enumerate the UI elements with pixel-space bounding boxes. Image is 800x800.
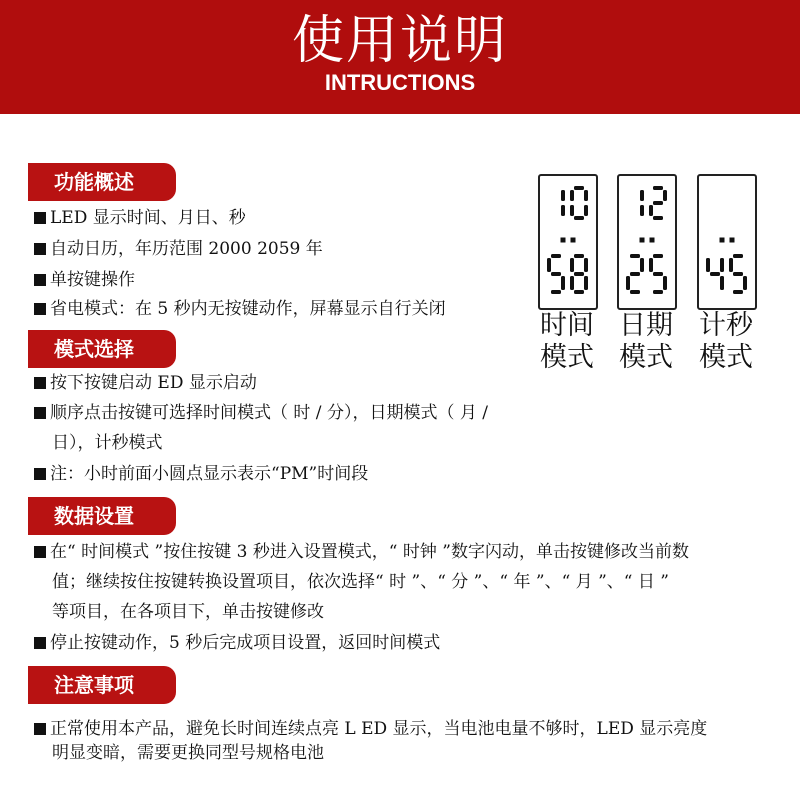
led-segment bbox=[584, 190, 588, 201]
page-title: 使用说明 bbox=[291, 11, 508, 71]
led-segment bbox=[640, 205, 644, 216]
led-segment bbox=[640, 258, 644, 272]
led-segment bbox=[710, 272, 720, 276]
led-segment bbox=[733, 290, 743, 294]
bullet-square-icon bbox=[34, 377, 46, 389]
list-item: 停止按键动作，5 秒后完成项目设置，返回时间模式 bbox=[34, 631, 440, 655]
bullet-square-icon bbox=[34, 407, 46, 419]
led-segment bbox=[561, 205, 565, 216]
bullet-square-icon bbox=[34, 468, 46, 480]
led-segment bbox=[663, 190, 667, 201]
led-segment bbox=[733, 254, 743, 258]
list-item: 省电模式：在 5 秒内无按键动作，屏幕显示自行关闭 bbox=[34, 297, 446, 321]
led-segment bbox=[720, 276, 724, 290]
led-segment bbox=[574, 216, 584, 220]
section-title-mode-select: 模式选择 bbox=[28, 330, 176, 368]
led-segment bbox=[574, 272, 584, 276]
led-segment bbox=[649, 258, 653, 272]
led-segment bbox=[649, 205, 653, 216]
led-segment bbox=[720, 258, 724, 272]
bullet-square-icon bbox=[34, 637, 46, 649]
section-title-data-setting: 数据设置 bbox=[28, 497, 176, 535]
led-segment bbox=[653, 290, 663, 294]
list-item-continuation: 明显变暗，需要更换同型号规格电池 bbox=[52, 743, 324, 763]
list-item: 正常使用本产品，避免长时间连续点亮 L ED 显示，当电池电量不够时，LED 显示亮度 bbox=[34, 717, 707, 741]
led-colon-dot bbox=[730, 238, 735, 243]
led-colon-dot bbox=[650, 238, 655, 243]
led-segment bbox=[663, 276, 667, 290]
bullet-square-icon bbox=[34, 274, 46, 286]
led-segment bbox=[743, 276, 747, 290]
list-item: 注：小时前面小圆点显示表示“PM”时间段 bbox=[34, 462, 368, 486]
led-segment bbox=[570, 258, 574, 272]
bullet-square-icon bbox=[34, 243, 46, 255]
led-segment bbox=[551, 254, 561, 258]
led-digits-date bbox=[619, 176, 675, 308]
list-item: 在“ 时间模式 ”按住按键 3 秒进入设置模式，“ 时钟 ”数字闪动，单击按键修改当前数 bbox=[34, 540, 689, 564]
led-segment bbox=[653, 272, 663, 276]
list-item-continuation: 值；继续按住按键转换设置项目，依次选择“ 时 ”、“ 分 ”、“ 年 ”、“ 月 ”、“ 日 ” bbox=[52, 572, 669, 592]
led-segment bbox=[653, 254, 663, 258]
led-segment bbox=[584, 258, 588, 272]
led-segment bbox=[630, 272, 640, 276]
header-banner bbox=[0, 0, 800, 114]
led-segment bbox=[729, 258, 733, 272]
led-segment bbox=[626, 276, 630, 290]
led-watch-seconds-mode bbox=[697, 174, 757, 310]
led-segment bbox=[570, 190, 574, 201]
led-segment bbox=[561, 190, 565, 201]
list-item-continuation: 日），计秒模式 bbox=[52, 433, 163, 453]
led-colon-dot bbox=[720, 238, 725, 243]
led-segment bbox=[551, 290, 561, 294]
led-segment bbox=[733, 272, 743, 276]
led-segment bbox=[551, 272, 561, 276]
led-segment bbox=[570, 276, 574, 290]
led-segment bbox=[653, 201, 663, 205]
bullet-square-icon bbox=[34, 212, 46, 224]
led-colon-dot bbox=[640, 238, 645, 243]
list-item-continuation: 等项目，在各项目下，单击按键修改 bbox=[52, 602, 324, 622]
led-segment bbox=[574, 186, 584, 190]
page-subtitle: INTRUCTIONS bbox=[324, 70, 476, 95]
led-segment bbox=[547, 258, 551, 272]
led-watch-time-mode bbox=[538, 174, 598, 310]
led-segment bbox=[584, 276, 588, 290]
list-item: 自动日历，年历范围 2000 2059 年 bbox=[34, 237, 323, 261]
led-segment bbox=[570, 205, 574, 216]
device-label-seconds: 计秒 模式 bbox=[699, 310, 753, 373]
led-segment bbox=[653, 186, 663, 190]
led-segment bbox=[561, 276, 565, 290]
led-segment bbox=[653, 216, 663, 220]
led-segment bbox=[630, 290, 640, 294]
bullet-square-icon bbox=[34, 303, 46, 315]
led-colon-dot bbox=[571, 238, 576, 243]
led-segment bbox=[574, 254, 584, 258]
led-watch-date-mode bbox=[617, 174, 677, 310]
led-segment bbox=[640, 190, 644, 201]
led-segment bbox=[706, 258, 710, 272]
led-segment bbox=[574, 290, 584, 294]
device-label-time: 时间 模式 bbox=[540, 310, 594, 373]
device-label-date: 日期 模式 bbox=[619, 310, 673, 373]
bullet-square-icon bbox=[34, 723, 46, 735]
bullet-square-icon bbox=[34, 546, 46, 558]
led-digits-time bbox=[540, 176, 596, 308]
list-item: 按下按键启动 ED 显示启动 bbox=[34, 371, 257, 395]
led-segment bbox=[630, 254, 640, 258]
list-item: LED 显示时间、月日、秒 bbox=[34, 206, 246, 230]
led-digits-seconds bbox=[699, 176, 755, 308]
section-title-features: 功能概述 bbox=[28, 163, 176, 201]
led-segment bbox=[584, 205, 588, 216]
list-item: 顺序点击按键可选择时间模式（ 时 / 分），日期模式（ 月 / bbox=[34, 401, 488, 425]
led-colon-dot bbox=[561, 238, 566, 243]
section-title-notes: 注意事项 bbox=[28, 666, 176, 704]
list-item: 单按键操作 bbox=[34, 268, 135, 292]
